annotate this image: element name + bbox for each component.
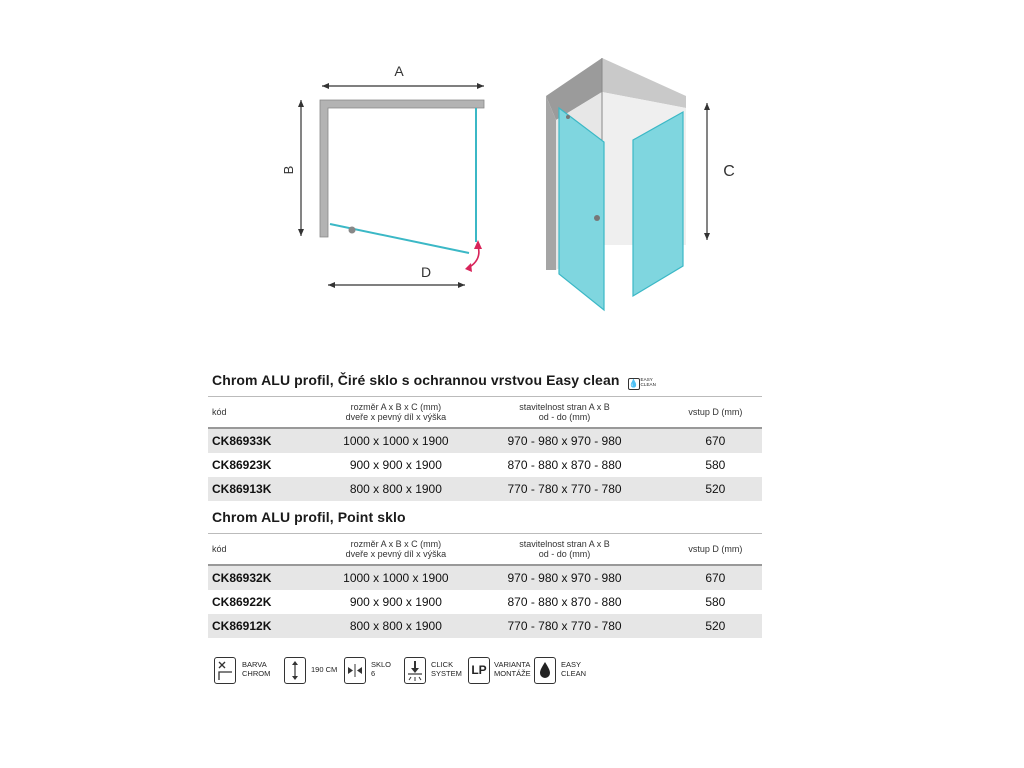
cell-size: 800 x 800 x 1900 xyxy=(331,477,460,501)
cell-adjustability: 770 - 780 x 770 - 780 xyxy=(460,477,668,501)
cell-code: CK86933K xyxy=(208,428,331,453)
spec-table-point xyxy=(208,533,762,638)
feature-line2: 6 xyxy=(371,668,376,678)
header-code: kód xyxy=(208,534,331,566)
cell-entry: 520 xyxy=(669,477,762,501)
feature-line2: CHROM xyxy=(242,668,271,678)
feature-line1: EASY xyxy=(561,660,582,669)
header-code: kód xyxy=(208,397,331,429)
table-header-row xyxy=(208,534,762,566)
feature-line1: VARIANTA xyxy=(494,660,531,669)
height-icon xyxy=(284,657,306,684)
cell-adjustability: 770 - 780 x 770 - 780 xyxy=(460,614,668,638)
water-drop-icon xyxy=(534,657,556,684)
feature-line2: SYSTEM xyxy=(431,668,462,678)
cell-size: 1000 x 1000 x 1900 xyxy=(331,565,460,590)
cell-adjustability: 970 - 980 x 970 - 980 xyxy=(460,565,668,590)
cell-code: CK86932K xyxy=(208,565,331,590)
badge-text-2: CLEAN xyxy=(640,382,657,388)
chrome-profile-icon xyxy=(214,657,236,684)
dimension-d-label: D xyxy=(420,264,432,280)
water-drop-icon: 💧 xyxy=(628,378,639,388)
dimension-a-label: A xyxy=(394,63,404,79)
table-row xyxy=(208,428,762,453)
cell-size: 900 x 900 x 1900 xyxy=(349,595,442,609)
feature-line2: MONTÁŽE xyxy=(494,668,531,678)
cell-size: 1000 x 1000 x 1900 xyxy=(331,428,460,453)
header-adjustability: stavitelnost stran A x B od - do (mm) xyxy=(460,534,668,566)
cell-code: CK86912K xyxy=(208,614,331,638)
feature-line1: BARVA xyxy=(242,660,267,669)
table-row xyxy=(208,453,762,477)
header-entry: vstup D (mm) xyxy=(669,534,762,566)
cell-entry: 580 xyxy=(705,595,726,609)
perspective-view-diagram xyxy=(546,58,735,310)
top-view-diagram xyxy=(281,63,484,288)
feature-line1: 190 CM xyxy=(311,665,338,674)
cell-size: 800 x 800 x 1900 xyxy=(331,614,460,638)
feature-line1: CLICK xyxy=(431,660,454,669)
cell-adjustability: 970 - 980 x 970 - 980 xyxy=(460,428,668,453)
table-header-row xyxy=(208,397,762,429)
table-row xyxy=(208,614,762,638)
feature-line2: CLEAN xyxy=(561,668,587,678)
lp-icon: LP xyxy=(468,657,490,684)
cell-entry: 670 xyxy=(669,565,762,590)
glass-thickness-icon xyxy=(344,657,366,684)
cell-code: CK86923K xyxy=(212,458,272,472)
header-adjustability: stavitelnost stran A x B od - do (mm) xyxy=(460,397,668,429)
header-entry: vstup D (mm) xyxy=(669,397,762,429)
cell-size: 900 x 900 x 1900 xyxy=(349,458,442,472)
cell-code: CK86922K xyxy=(212,595,272,609)
feature-line1: SKLO xyxy=(371,660,392,669)
feature-icons xyxy=(212,656,612,688)
cell-entry: 670 xyxy=(669,428,762,453)
header-size: rozměr A x B x C (mm) dveře x pevný díl x výška xyxy=(331,397,460,429)
click-system-icon xyxy=(404,657,426,684)
cell-entry: 520 xyxy=(669,614,762,638)
section-title-text: Chrom ALU profil, Čiré sklo s ochrannou vrstvou Easy clean xyxy=(212,372,620,388)
cell-entry: 580 xyxy=(705,458,726,472)
spec-table-easy-clean xyxy=(208,396,762,501)
header-size: rozměr A x B x C (mm) dveře x pevný díl x výška xyxy=(331,534,460,566)
badge-text-1: EASY xyxy=(640,377,653,383)
cell-adjustability: 870 - 880 x 870 - 880 xyxy=(507,595,622,609)
table-row xyxy=(208,590,762,614)
cell-adjustability: 870 - 880 x 870 - 880 xyxy=(507,458,622,472)
shower-diagram xyxy=(0,0,1024,330)
dimension-b-label: B xyxy=(281,165,296,175)
section-title-easy-clean xyxy=(212,372,656,390)
easy-clean-badge xyxy=(628,373,657,390)
section-title-point: Chrom ALU profil, Point sklo xyxy=(212,509,406,525)
dimension-c-label: C xyxy=(723,163,735,180)
table-row xyxy=(208,565,762,590)
cell-code: CK86913K xyxy=(208,477,331,501)
table-row xyxy=(208,477,762,501)
